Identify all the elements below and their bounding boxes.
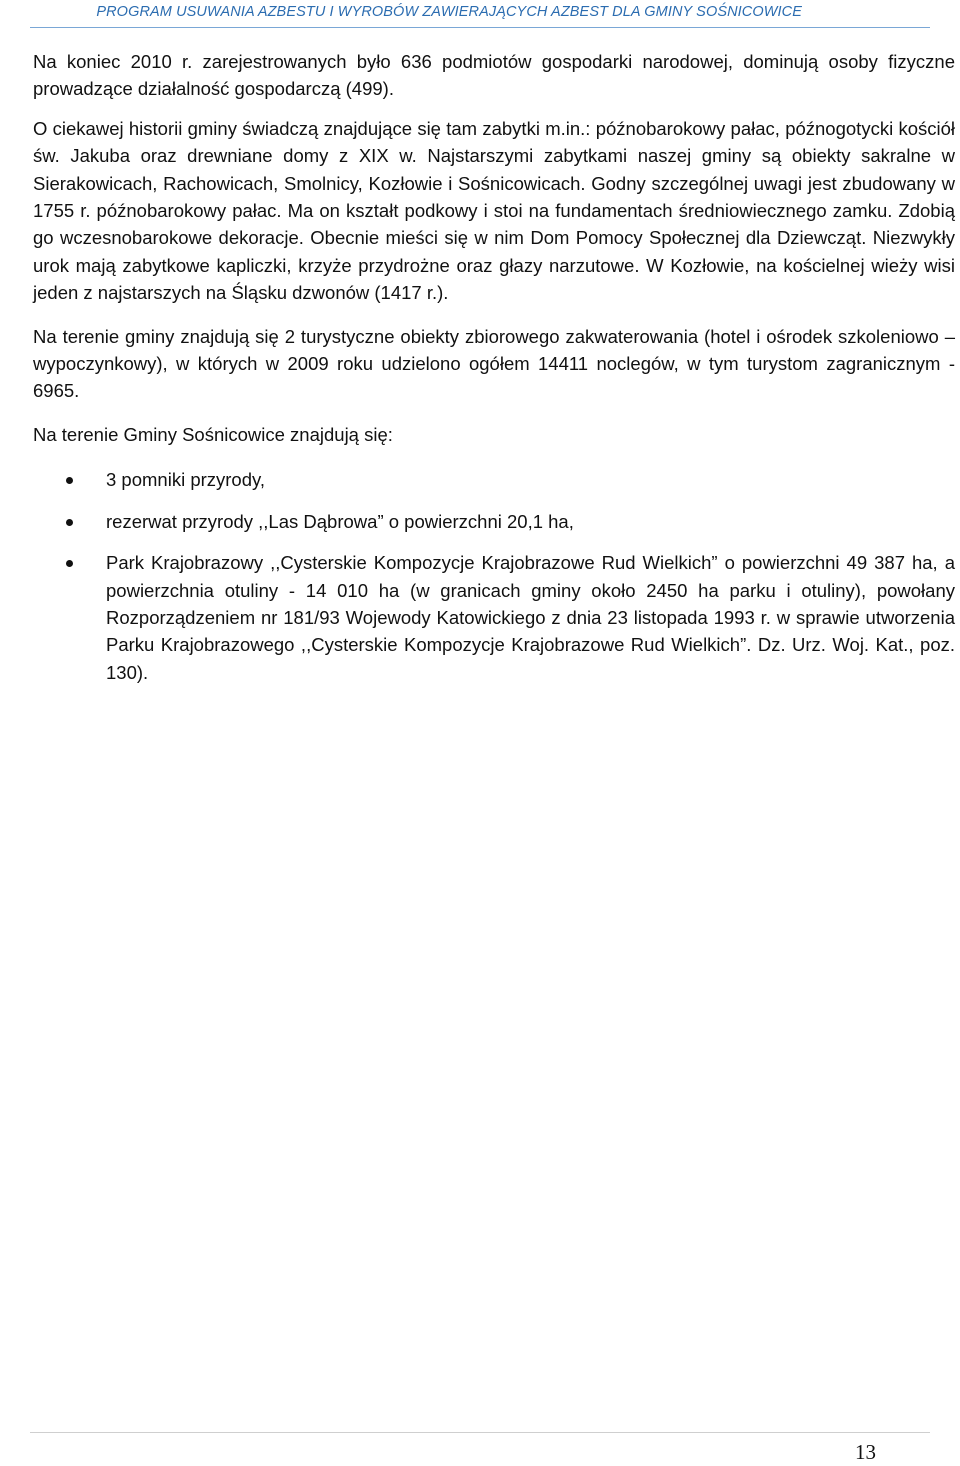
header-divider bbox=[30, 27, 930, 28]
list-item-text: rezerwat przyrody ,,Las Dąbrowa” o powierzchni 20,1 ha, bbox=[106, 510, 574, 532]
document-body bbox=[33, 48, 955, 700]
document-title-header: PROGRAM USUWANIA AZBESTU I WYROBÓW ZAWIERAJĄCYCH AZBEST DLA GMINY SOŚNICOWICE bbox=[96, 4, 802, 20]
page-number: 13 bbox=[855, 1440, 876, 1464]
list-item bbox=[33, 508, 955, 535]
list-item-text: Park Krajobrazowy ,,Cysterskie Kompozycje Krajobrazowe Rud Wielkich” o powierzchni 49 387 ha, a powierzchnia otuliny - 14 010 ha (w granicach gminy około 2450 ha parku i otuliny), powołany Rozporządzeniem nr 181/93 Wojewody Katowickiego z dnia 23 listopada 1993 r. w sprawie utworzenia Parku Krajobrazowego ,,Cysterskie Kompozycje Krajobrazowe Rud Wielkich”. Dz. Urz. Woj. Kat., poz. 130). bbox=[106, 552, 955, 683]
paragraph-business-entities: Na koniec 2010 r. zarejestrowanych było 636 podmiotów gospodarki narodowej, dominują osoby fizyczne prowadzące działalność gospodarczą (499). bbox=[33, 51, 955, 100]
paragraph-tourism: Na terenie gminy znajdują się 2 turystyczne obiekty zbiorowego zakwaterowania (hotel i ośrodek szkoleniowo – wypoczynkowy), w których w 2009 roku udzielono ogółem 14411 noclegów, w tym turystom zagranicznym - 6965. bbox=[33, 325, 955, 402]
footer-divider bbox=[30, 1432, 930, 1433]
bullet-icon bbox=[66, 560, 73, 567]
list-item bbox=[33, 549, 955, 686]
bullet-icon bbox=[66, 519, 73, 526]
nature-features-list bbox=[33, 466, 955, 686]
list-item-text: 3 pomniki przyrody, bbox=[106, 469, 266, 491]
paragraph-history-monuments: O ciekawej historii gminy świadczą znajdujące się tam zabytki m.in.: późnobarokowy pałac, późnogotycki kościół św. Jakuba oraz drewniane domy z XIX w. Najstarszymi zabytkami naszej gminy są obiekty sakralne w Sierakowicach, Rachowicach, Smolnicy, Kozłowie i Sośnicowicach. Godny szczególnej uwagi jest zbudowany w 1755 r. późnobarokowy pałac. Ma on kształt podkowy i stoi na fundamentach średniowiecznego zamku. Zdobią go wczesnobarokowe dekoracje. Obecnie mieści się w nim Dom Pomocy Społecznej dla Dziewcząt. Niezwykły urok mają zabytkowe kapliczki, krzyże przydrożne oraz głazy narzutowe. W Kozłowie, na kościelnej wieży wisi jeden z najstarszych na Śląsku dzwonów (1417 r.). bbox=[33, 117, 955, 304]
page-header bbox=[0, 0, 960, 30]
paragraph-list-intro: Na terenie Gminy Sośnicowice znajdują się: bbox=[33, 423, 393, 445]
bullet-icon bbox=[66, 477, 73, 484]
list-item bbox=[33, 466, 955, 493]
